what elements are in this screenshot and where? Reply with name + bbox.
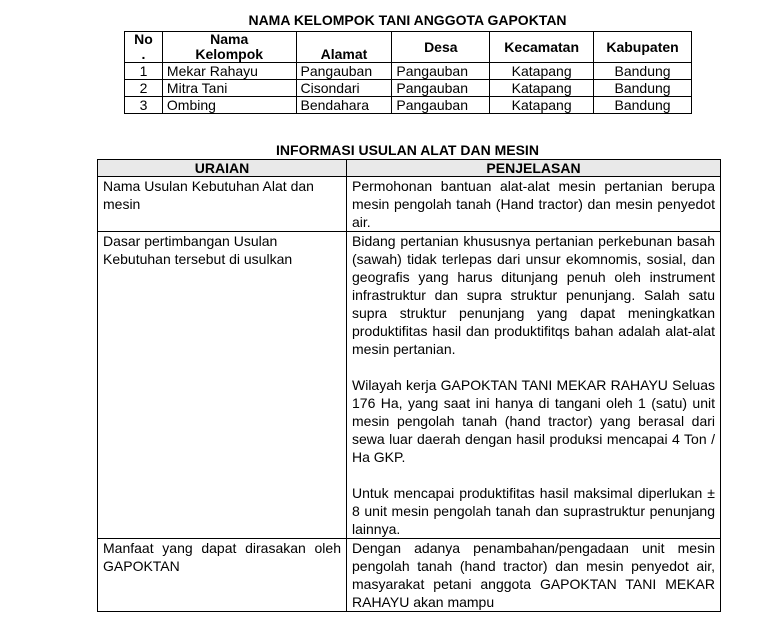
cell-uraian: Dasar pertimbangan Usulan Kebutuhan tersebut di usulkan — [98, 232, 347, 539]
cell-kecamatan: Katapang — [490, 97, 594, 114]
penjelasan-paragraph: Dengan adanya penambahan/pengadaan unit mesin pengolah tanah (hand tractor) dan mesin penyedot air, masyarakat petani anggota GAPOKTAN TANI MEKAR RAHAYU akan mampu — [352, 540, 715, 610]
cell-uraian: Nama Usulan Kebutuhan Alat dan mesin — [98, 177, 347, 232]
table-header-row — [98, 160, 721, 177]
title-kelompok-tani: NAMA KELOMPOK TANI ANGGOTA GAPOKTAN — [248, 12, 567, 28]
header-no-line2: . — [141, 46, 146, 62]
title-informasi-usulan: INFORMASI USULAN ALAT DAN MESIN — [276, 142, 539, 158]
cell-no: 3 — [125, 97, 163, 114]
penjelasan-paragraph: Wilayah kerja GAPOKTAN TANI MEKAR RAHAYU Seluas 176 Ha, yang saat ini hanya di tangani oleh 1 (satu) unit mesin pengolah tanah (hand tractor) yang berasal dari sewa luar daerah dengan hasil produksi mencapai 4 Ton / Ha GKP. — [352, 377, 715, 465]
header-alamat-label: Alamat — [320, 46, 368, 62]
header-no-line1: No — [134, 31, 153, 47]
table-row — [98, 539, 721, 612]
cell-penjelasan — [347, 539, 721, 612]
cell-alamat: Pangauban — [296, 63, 392, 80]
cell-kabupaten: Bandung — [594, 63, 692, 80]
cell-penjelasan — [347, 232, 721, 539]
cell-penjelasan — [347, 177, 721, 232]
cell-kabupaten: Bandung — [594, 80, 692, 97]
header-desa — [392, 32, 490, 63]
header-nama-line1: Nama — [210, 31, 249, 47]
table-header-row — [125, 32, 692, 63]
cell-kecamatan: Katapang — [490, 80, 594, 97]
kelompok-tani-table — [124, 31, 692, 114]
table-row — [125, 63, 692, 80]
cell-nama: Mitra Tani — [162, 80, 296, 97]
table-row — [98, 232, 721, 539]
header-no — [125, 32, 163, 63]
usulan-alat-mesin-table — [97, 159, 721, 612]
cell-nama: Ombing — [162, 97, 296, 114]
cell-alamat: Bendahara — [296, 97, 392, 114]
header-kecamatan — [490, 32, 594, 63]
header-kabupaten-label: Kabupaten — [606, 38, 679, 55]
cell-no: 2 — [125, 80, 163, 97]
cell-nama: Mekar Rahayu — [162, 63, 296, 80]
cell-kabupaten: Bandung — [594, 97, 692, 114]
header-kecamatan-label: Kecamatan — [504, 38, 579, 55]
table-row — [98, 177, 721, 232]
cell-kecamatan: Katapang — [490, 63, 594, 80]
cell-desa: Pangauban — [392, 97, 490, 114]
header-uraian: URAIAN — [98, 160, 347, 177]
header-nama-line2: Kelompok — [195, 46, 264, 62]
header-nama-kelompok — [162, 32, 296, 63]
header-desa-label: Desa — [424, 38, 458, 55]
table-row — [125, 97, 692, 114]
table-row — [125, 80, 692, 97]
cell-no: 1 — [125, 63, 163, 80]
header-penjelasan: PENJELASAN — [347, 160, 721, 177]
penjelasan-paragraph: Bidang pertanian khususnya pertanian perkebunan basah (sawah) tidak terlepas dari unsur ekomnomis, sosial, dan geografis yang harus ditunjang penuh oleh instrument infrastruktur dan supra struktur penunjang. Salah satu supra struktur penunjang yang dapat meningkatkan produktifitas hasil dan produktifitqs bahan adalah alat-alat mesin pertanian. — [352, 233, 715, 357]
penjelasan-paragraph: Permohonan bantuan alat-alat mesin pertanian berupa mesin pengolah tanah (Hand tractor) dan mesin penyedot air. — [352, 178, 715, 230]
cell-alamat: Cisondari — [296, 80, 392, 97]
header-alamat — [296, 32, 392, 63]
cell-desa: Pangauban — [392, 80, 490, 97]
cell-uraian: Manfaat yang dapat dirasakan oleh GAPOKTAN — [98, 539, 347, 612]
header-kabupaten — [594, 32, 692, 63]
cell-desa: Pangauban — [392, 63, 490, 80]
penjelasan-paragraph: Untuk mencapai produktifitas hasil maksimal diperlukan ± 8 unit mesin pengolah tanah dan suprastruktur penunjang lainnya. — [352, 485, 715, 537]
